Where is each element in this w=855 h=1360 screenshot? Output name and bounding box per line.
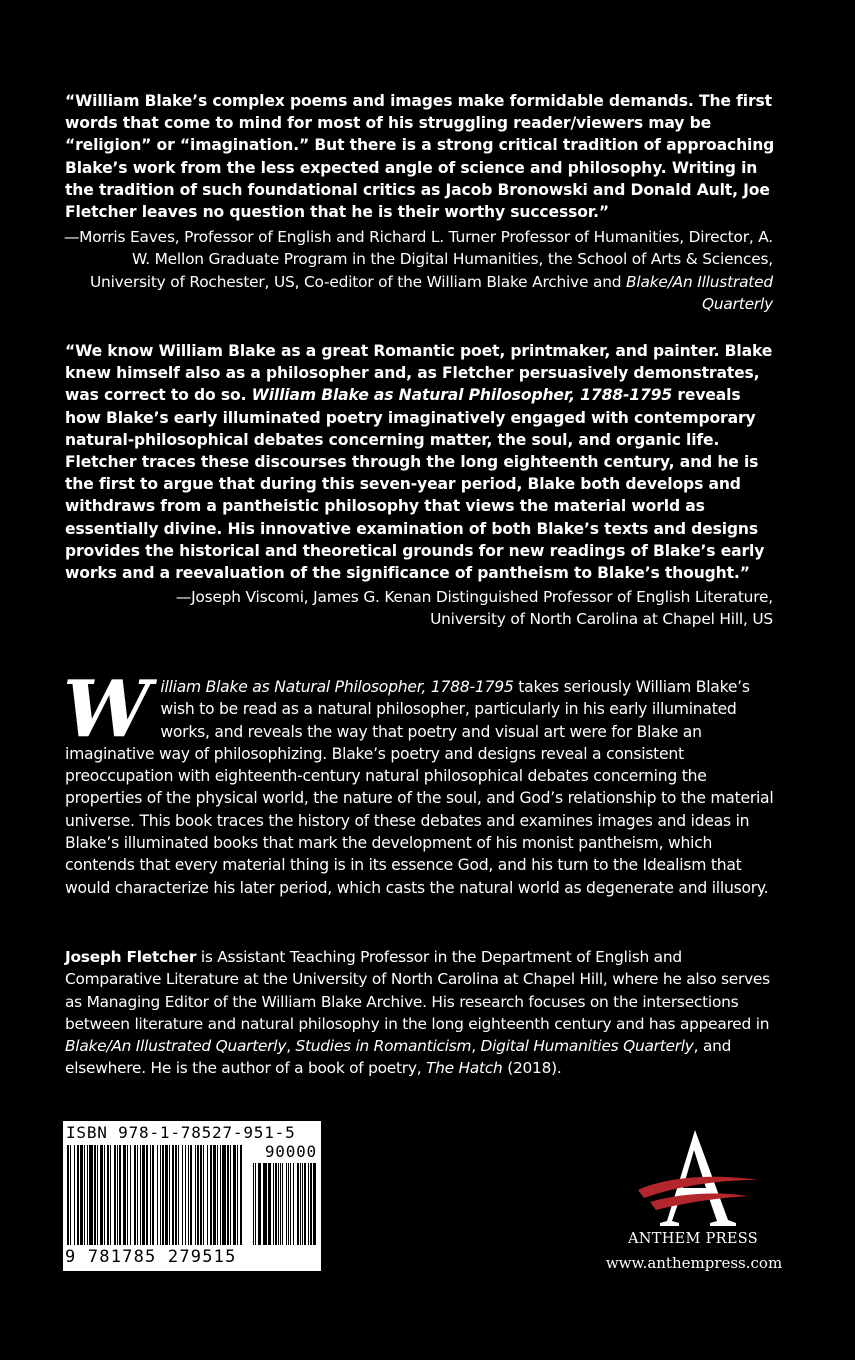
barcode-bar — [97, 1145, 98, 1245]
bio-poetry-title: The Hatch — [426, 1059, 503, 1078]
attribution-line-1: —Joseph Viscomi, James G. Kenan Distinguished Professor of English Literature, — [175, 588, 773, 606]
barcode-bar — [237, 1145, 238, 1245]
isbn-label: ISBN 978-1-78527-951-5 — [66, 1123, 296, 1142]
barcode-bar — [134, 1145, 136, 1245]
barcode-bar — [253, 1163, 254, 1245]
barcode-bar — [137, 1145, 138, 1245]
barcode-bar — [107, 1145, 109, 1245]
barcode-bar — [172, 1145, 174, 1245]
barcode-bar — [100, 1145, 103, 1245]
barcode-bar — [74, 1145, 75, 1245]
barcode-bar — [117, 1145, 118, 1245]
bio-sep-1: , — [286, 1037, 296, 1056]
barcode-bar — [175, 1145, 177, 1245]
barcode-bar — [70, 1145, 71, 1245]
barcode-bar — [233, 1145, 236, 1245]
barcode-bar — [119, 1145, 121, 1245]
barcode-bar — [94, 1145, 96, 1245]
barcode-bar — [255, 1163, 256, 1245]
barcode-bar — [275, 1163, 277, 1245]
barcode-bar — [278, 1163, 279, 1245]
barcode-bar — [282, 1163, 283, 1245]
publisher-url[interactable]: www.anthempress.com — [605, 1254, 783, 1272]
barcode-bar — [140, 1145, 141, 1245]
bio-text-b: , and elsewhere. He is the author of a book of poetry, — [65, 1037, 732, 1078]
bio-text-c: (2018). — [502, 1059, 562, 1078]
ean-digits: 9 781785 279515 — [65, 1247, 237, 1267]
quote-book-title: William Blake as Natural Philosopher, 1788-1795 — [251, 386, 673, 405]
barcode-bar — [190, 1145, 192, 1245]
barcode-bar — [207, 1145, 208, 1245]
barcode-bar — [258, 1163, 261, 1245]
barcode-bar — [297, 1163, 299, 1245]
barcode-bar — [220, 1145, 221, 1245]
endorsement-quote-viscomi — [65, 340, 777, 584]
barcode-bar — [150, 1145, 151, 1245]
barcode-bar — [87, 1145, 88, 1245]
barcode-bar — [188, 1145, 189, 1245]
barcode-bar — [142, 1145, 145, 1245]
barcode-bar — [197, 1145, 199, 1245]
barcode-bar — [300, 1163, 301, 1245]
barcode-bar — [203, 1145, 204, 1245]
attribution-journal: Blake/An Illustrated Quarterly — [626, 272, 773, 313]
barcode-bar — [288, 1163, 289, 1245]
barcode-bar — [310, 1163, 312, 1245]
isbn-barcode — [63, 1121, 321, 1271]
bio-sep-2: , — [471, 1037, 481, 1056]
barcode-bar — [169, 1145, 170, 1245]
price-code: 90000 — [264, 1142, 317, 1161]
barcode-bar — [77, 1145, 79, 1245]
barcode-bar — [290, 1163, 291, 1245]
barcode-bar — [123, 1145, 126, 1245]
quote-text-b: reveals how Blake’s early illuminated poetry imaginatively engaged with contemporary natural-philosophical debates concerning matter, the soul, and organic life. Fletcher traces these discourses through the long eighteenth century, and he is the first to argue that during this seven-year period, Blake both develops and withdraws from a pantheistic philosophy that views the material world as essentially divine. His innovative examination of both Blake’s texts and designs provides the historical and theoretical grounds for new readings of Blake’s early works and a reevaluation of the significance of pantheism to Blake’s thought.” — [65, 386, 765, 583]
barcode-bar — [210, 1145, 212, 1245]
barcode-bar — [308, 1163, 309, 1245]
barcode-bar — [280, 1163, 281, 1245]
barcode-bar — [67, 1145, 69, 1245]
barcode-bar — [160, 1145, 161, 1245]
drop-cap: W — [63, 664, 151, 755]
barcode-bar — [114, 1145, 116, 1245]
barcode-bar — [89, 1145, 93, 1245]
barcode-bar — [240, 1145, 242, 1245]
barcode-bar — [222, 1145, 226, 1245]
barcode-bar — [195, 1145, 196, 1245]
barcode-bar — [110, 1145, 111, 1245]
quote-text-a: “We know William Blake as a great Romantic poet, printmaker, and painter. Blake knew himself also as a philosopher and, as Fletcher persuasively demonstrates, was correct to do so. — [65, 342, 773, 405]
description-book-title: illiam Blake as Natural Philosopher, 1788-1795 — [160, 678, 514, 696]
barcode-bar — [185, 1145, 186, 1245]
barcode-bar — [182, 1145, 183, 1245]
barcode-bar — [286, 1163, 287, 1245]
bio-journal-3: Digital Humanities Quarterly — [480, 1037, 694, 1056]
barcode-bar — [152, 1145, 154, 1245]
book-description — [63, 664, 777, 899]
barcode-bar — [302, 1163, 303, 1245]
bio-journal-2: Studies in Romanticism — [295, 1037, 472, 1056]
barcode-bar — [165, 1145, 168, 1245]
barcode-bar — [127, 1145, 128, 1245]
bio-text-a: is Assistant Teaching Professor in the Department of English and Comparative Literature at the University of North Carolina at Chapel Hill, where he also serves as Managing Editor of the William Blake Archive. His research focuses on the intersections between literature and natural philosophy in the long eighteenth century and has appeared in — [65, 948, 770, 1033]
barcode-bar — [230, 1145, 231, 1245]
barcode-bar — [304, 1163, 306, 1245]
endorsement-quote-eaves — [65, 90, 777, 223]
description-text: takes seriously William Blake’s wish to be read as a natural philosopher, particularly in his early illuminated works, and reveals the way that poetry and visual art were for Blake an imaginative way of philosophizing. Blake’s poetry and designs reveal a consistent preoccupation with eighteenth-century natural philosophical debates concerning the properties of the physical world, the nature of the soul, and God’s relationship to the material universe. This book traces the history of these debates and examines images and ideas in Blake’s illuminated books that mark the development of his monist pantheism, which contends that every material thing is in its essence God, and his turn to the Idealism that would characterize his later period, which casts the natural world as degenerate and illusory. — [65, 678, 774, 897]
barcode-bar — [80, 1145, 83, 1245]
barcode-bar — [200, 1145, 202, 1245]
endorsement-attribution-eaves — [53, 226, 773, 315]
attribution-text: —Morris Eaves, Professor of English and Richard L. Turner Professor of Humanities, Director, A. W. Mellon Graduate Program in the Digital Humanities, the School of Arts & Sciences, University of Rochester, US, Co-editor of the William Blake Archive and — [63, 228, 773, 291]
barcode-bar — [162, 1145, 164, 1245]
endorsement-attribution-viscomi — [53, 586, 773, 631]
quote-text: “William Blake’s complex poems and images make formidable demands. The first words that come to mind for most of his struggling reader/viewers may be “religion” or “imagination.” But there is a strong critical tradition of approaching Blake’s work from the less expected angle of science and philosophy. Writing in the tradition of such foundational critics as Jacob Bronowski and Donald Ault, Joe Fletcher leaves no question that he is their worthy successor.” — [65, 92, 775, 222]
barcode-bar — [157, 1145, 158, 1245]
barcode-bar — [130, 1145, 131, 1245]
bio-journal-1: Blake/An Illustrated Quarterly — [65, 1037, 287, 1056]
publisher-name: ANTHEM PRESS — [628, 1231, 758, 1247]
author-name: Joseph Fletcher — [65, 948, 197, 966]
barcode-bar — [84, 1145, 85, 1245]
barcode-bar — [263, 1163, 267, 1245]
barcode-bar — [217, 1145, 218, 1245]
barcode-bar — [178, 1145, 179, 1245]
author-bio — [65, 946, 777, 1080]
barcode-bar — [273, 1163, 274, 1245]
barcode-bar — [213, 1145, 216, 1245]
barcode-bar — [313, 1163, 316, 1245]
barcode-bar — [104, 1145, 105, 1245]
barcode-bar — [268, 1163, 271, 1245]
barcode-bar — [227, 1145, 229, 1245]
barcode-bar — [146, 1145, 148, 1245]
barcode-bar — [293, 1163, 294, 1245]
attribution-line-2: University of North Carolina at Chapel Hill, US — [430, 610, 773, 629]
